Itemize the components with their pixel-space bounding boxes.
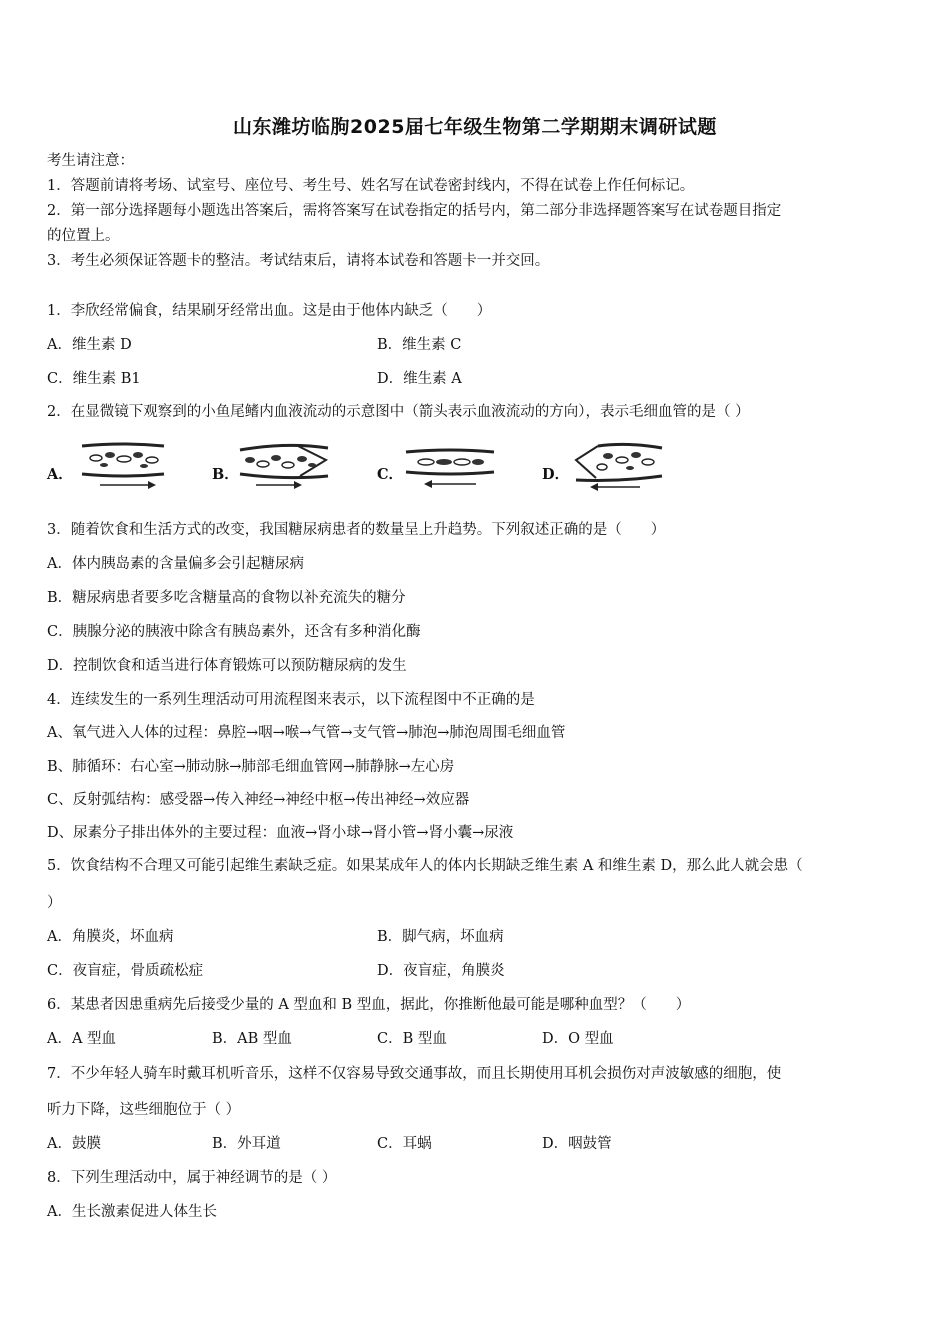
vessel-figure-d bbox=[568, 440, 668, 492]
notice-heading: 考生请注意： bbox=[47, 153, 134, 169]
question-stem: 2．在显微镜下观察到的小鱼尾鳍内血液流动的示意图中（箭头表示血液流动的方向），表示毛细血管的是（ ） bbox=[47, 404, 750, 420]
option-a: A．鼓膜 bbox=[47, 1136, 101, 1152]
option-c: C．维生素 B1 bbox=[47, 371, 141, 387]
option-b: B、肺循环：右心室→肺动脉→肺部毛细血管网→肺静脉→左心房 bbox=[47, 759, 455, 775]
option-d: D、尿素分子排出体外的主要过程：血液→肾小球→肾小管→肾小囊→尿液 bbox=[47, 825, 514, 841]
option-d: D． bbox=[542, 466, 570, 483]
page-title: 山东潍坊临朐2025届七年级生物第二学期期末调研试题 bbox=[233, 116, 717, 138]
question-stem-continued: 听力下降，这些细胞位于（ ） bbox=[47, 1102, 241, 1118]
question-stem: 1．李欣经常偏食，结果刷牙经常出血。这是由于他体内缺乏（ ） bbox=[47, 303, 492, 319]
option-a: A．体内胰岛素的含量偏多会引起糖尿病 bbox=[47, 556, 304, 572]
question-stem: 5．饮食结构不合理又可能引起维生素缺乏症。如果某成年人的体内长期缺乏维生素 A 和维生素 D，那么此人就会患（ bbox=[47, 858, 803, 874]
vessel-figure-b bbox=[236, 440, 336, 492]
notice-item: 3．考生必须保证答题卡的整洁。考试结束后，请将本试卷和答题卡一并交回。 bbox=[47, 253, 550, 269]
question-stem: 6．某患者因患重病先后接受少量的 A 型血和 B 型血，据此，你推断他最可能是哪种血型？（ ） bbox=[47, 997, 691, 1013]
option-b: B． bbox=[212, 466, 239, 483]
notice-item: 1．答题前请将考场、试室号、座位号、考生号、姓名写在试卷密封线内，不得在试卷上作任何标记。 bbox=[47, 178, 695, 194]
option-a: A．A 型血 bbox=[47, 1031, 117, 1047]
option-b: B．外耳道 bbox=[212, 1136, 281, 1152]
option-d: D．夜盲症，角膜炎 bbox=[377, 963, 505, 979]
notice-item: 的位置上。 bbox=[47, 228, 120, 244]
option-c: C． bbox=[377, 466, 404, 483]
question-stem: 3．随着饮食和生活方式的改变，我国糖尿病患者的数量呈上升趋势。下列叙述正确的是（ ） bbox=[47, 522, 666, 538]
option-d: D．咽鼓管 bbox=[542, 1136, 612, 1152]
option-c: C．胰腺分泌的胰液中除含有胰岛素外，还含有多种消化酶 bbox=[47, 624, 421, 640]
option-a: A．维生素 D bbox=[47, 337, 132, 353]
vessel-figure-a bbox=[78, 440, 168, 492]
question-stem: 4．连续发生的一系列生理活动可用流程图来表示，以下流程图中不正确的是 bbox=[47, 692, 535, 708]
option-c: C．B 型血 bbox=[377, 1031, 447, 1047]
option-b: B．维生素 C bbox=[377, 337, 462, 353]
option-a: A．生长激素促进人体生长 bbox=[47, 1204, 217, 1220]
option-a: A． bbox=[47, 466, 73, 483]
question-stem-continued: ） bbox=[47, 895, 62, 911]
option-c: C．耳蜗 bbox=[377, 1136, 432, 1152]
option-c: C、反射弧结构：感受器→传入神经→神经中枢→传出神经→效应器 bbox=[47, 792, 470, 808]
option-b: B．脚气病，坏血病 bbox=[377, 929, 504, 945]
question-stem: 7．不少年轻人骑车时戴耳机听音乐，这样不仅容易导致交通事故，而且长期使用耳机会损伤对声波敏感的细胞，使 bbox=[47, 1066, 782, 1082]
option-d: D．控制饮食和适当进行体育锻炼可以预防糖尿病的发生 bbox=[47, 658, 407, 674]
option-d: D．维生素 A bbox=[377, 371, 462, 387]
vessel-figure-c bbox=[404, 444, 496, 490]
option-d: D．O 型血 bbox=[542, 1031, 614, 1047]
notice-item: 2．第一部分选择题每小题选出答案后，需将答案写在试卷指定的括号内，第二部分非选择题答案写在试卷题目指定 bbox=[47, 203, 782, 219]
option-a: A．角膜炎，坏血病 bbox=[47, 929, 174, 945]
option-b: B．糖尿病患者要多吃含糖量高的食物以补充流失的糖分 bbox=[47, 590, 406, 606]
option-b: B．AB 型血 bbox=[212, 1031, 292, 1047]
option-a: A、氧气进入人体的过程：鼻腔→咽→喉→气管→支气管→肺泡→肺泡周围毛细血管 bbox=[47, 725, 566, 741]
question-stem: 8．下列生理活动中，属于神经调节的是（ ） bbox=[47, 1170, 337, 1186]
option-c: C．夜盲症，骨质疏松症 bbox=[47, 963, 204, 979]
